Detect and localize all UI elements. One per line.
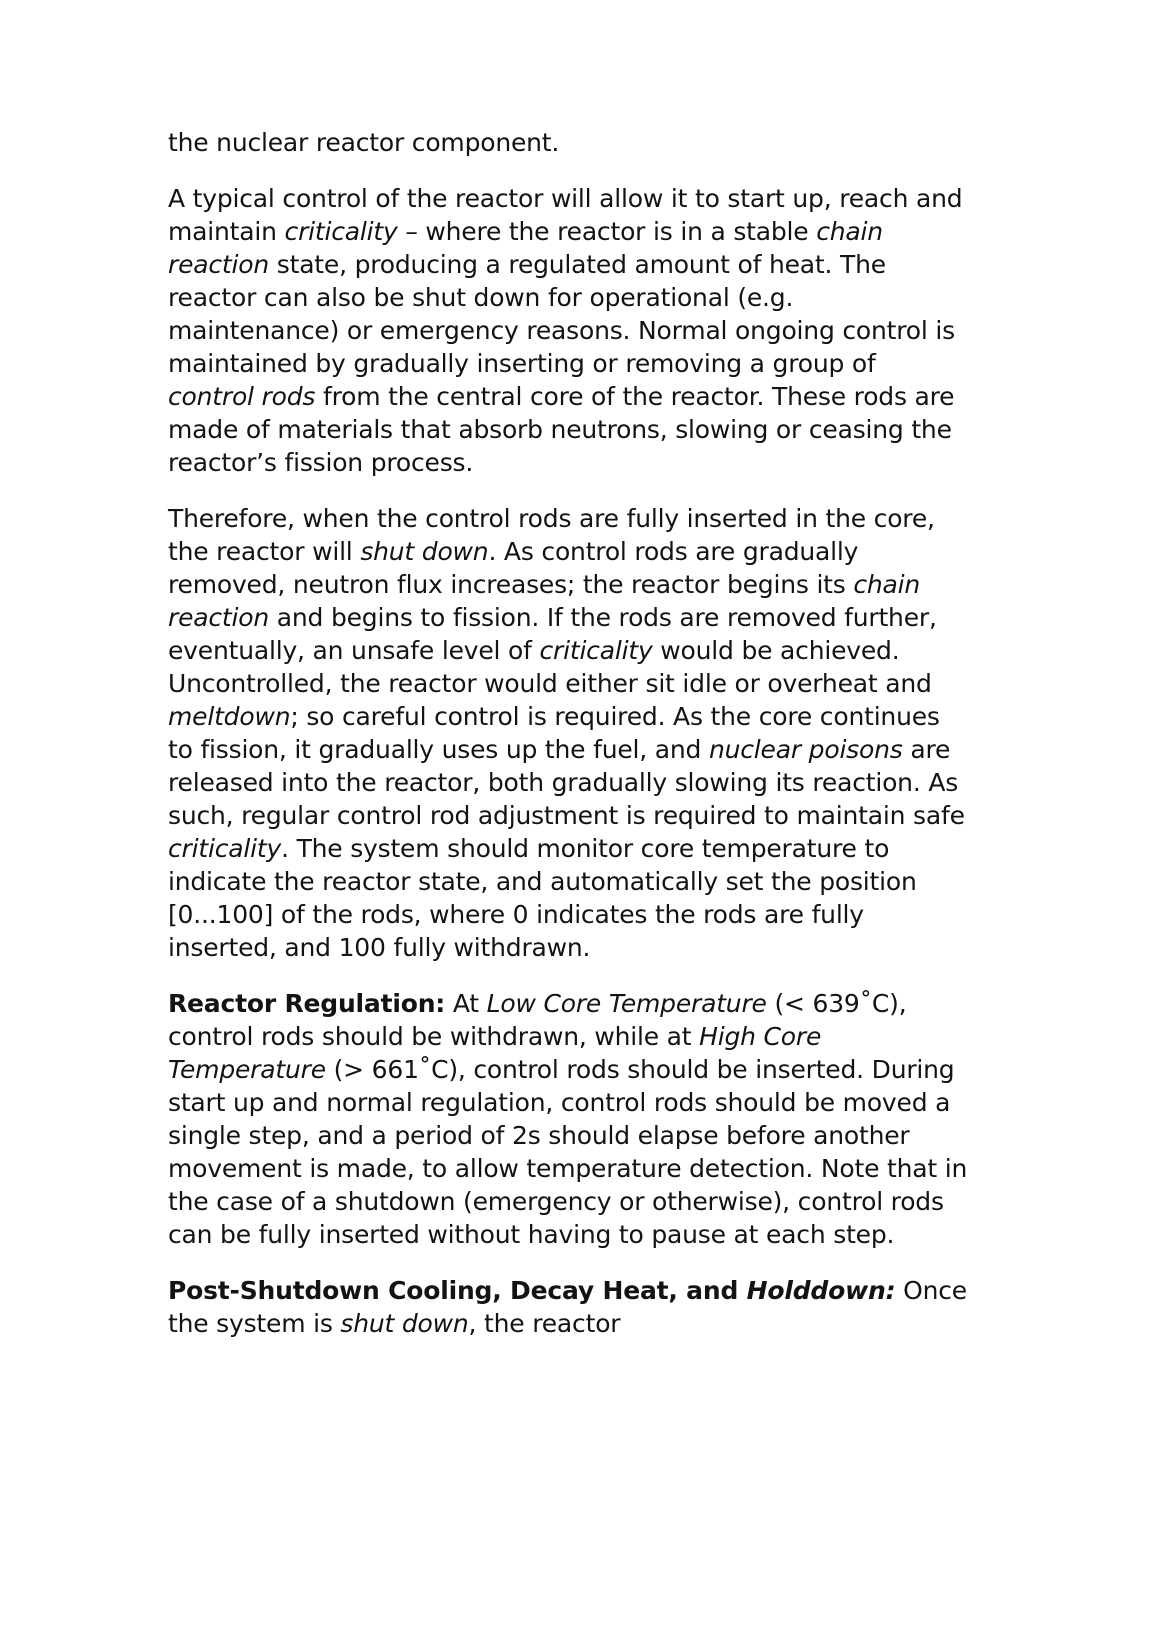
text-run-bold: Reactor Regulation: — [168, 989, 446, 1018]
text-run-normal: At — [445, 989, 487, 1018]
text-run-normal: ; so careful control is required. As the core continues to fission, it gradually uses up the fuel, and — [168, 702, 940, 764]
text-run-normal: and begins to fission. If the rods are removed further, eventually, an unsafe level of — [168, 603, 937, 665]
paragraph — [168, 987, 968, 1251]
text-run-normal: – where the reactor is in a stable — [397, 217, 817, 246]
text-run-normal: would be achieved. Uncontrolled, the reactor would either sit idle or overheat and — [168, 636, 932, 698]
text-run-normal: Therefore, when the control rods are fully inserted in the core, the reactor will — [168, 504, 935, 566]
text-run-normal: (> 661˚C), control rods should be inserted. During start up and normal regulation, control rods should be moved a single step, and a period of 2s should elapse before another movement is made, to allow temperature detection. Note that in the case of a shutdown (emergency or otherwise), control rods can be fully inserted without having to pause at each step. — [168, 1055, 968, 1249]
paragraph — [168, 126, 968, 159]
text-run-italic: nuclear poisons — [708, 735, 903, 764]
paragraph — [168, 1274, 968, 1340]
text-run-italic: shut down — [360, 537, 489, 566]
text-run-normal: A typical control of the reactor will allow it to start up, reach and maintain — [168, 184, 963, 246]
paragraph — [168, 502, 968, 964]
text-run-normal: the nuclear reactor component. — [168, 128, 560, 157]
text-run-bold: Post-Shutdown Cooling, Decay Heat, and — [168, 1276, 747, 1305]
text-run-normal: . As control rods are gradually removed, neutron flux increases; the reactor begins its — [168, 537, 859, 599]
text-run-italic: chain reaction — [168, 570, 921, 632]
text-run-normal: Once the system is — [168, 1276, 967, 1338]
text-run-normal: (< 639˚C), control rods should be withdrawn, while at — [168, 989, 907, 1051]
text-run-italic: criticality — [284, 217, 398, 246]
text-run-normal: . The system should monitor core temperature to indicate the reactor state, and automatically set the position [0...100] of the rods, where 0 indicates the rods are fully inserted, and 100 fully withdrawn. — [168, 834, 917, 962]
text-run-italic: shut down — [340, 1309, 469, 1338]
text-run-bolditalic: Holddown: — [746, 1276, 896, 1305]
text-column — [168, 126, 968, 1363]
text-run-normal: state, producing a regulated amount of heat. The reactor can also be shut down for operational (e.g. maintenance) or emergency reasons. Normal ongoing control is maintained by gradually inserting or removing a group of — [168, 250, 955, 378]
text-run-italic: meltdown — [168, 702, 291, 731]
text-run-italic: High Core Temperature — [168, 1022, 822, 1084]
text-run-normal: are released into the reactor, both gradually slowing its reaction. As such, regular control rod adjustment is required to maintain safe — [168, 735, 965, 830]
text-run-normal: from the central core of the reactor. These rods are made of materials that absorb neutrons, slowing or ceasing the reactor’s fission process. — [168, 382, 955, 477]
text-run-italic: control rods — [168, 382, 316, 411]
paragraph — [168, 182, 968, 479]
text-run-italic: criticality — [168, 834, 282, 863]
text-run-italic: Low Core Temperature — [486, 989, 767, 1018]
text-run-italic: criticality — [539, 636, 653, 665]
text-run-normal: , the reactor — [468, 1309, 621, 1338]
text-run-italic: chain reaction — [168, 217, 883, 279]
